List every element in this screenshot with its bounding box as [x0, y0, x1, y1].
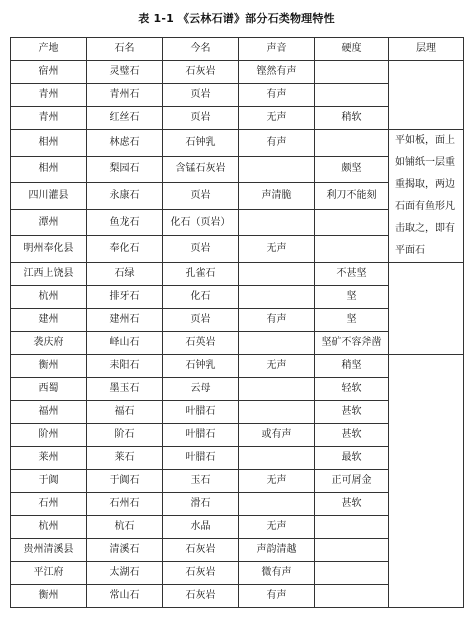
- origin-cell: 青州: [11, 84, 87, 107]
- modern-name-cell: 水晶: [163, 516, 239, 539]
- sound-cell: [239, 378, 315, 401]
- modern-name-cell: 滑石: [163, 493, 239, 516]
- origin-cell: 阶州: [11, 424, 87, 447]
- sound-cell: 有声: [239, 585, 315, 608]
- sound-cell: [239, 447, 315, 470]
- hardness-cell: 稍坚: [315, 355, 389, 378]
- table-body: [11, 61, 464, 608]
- sound-cell: 声韵清越: [239, 539, 315, 562]
- origin-cell: 西蜀: [11, 378, 87, 401]
- origin-cell: 四川灌县: [11, 183, 87, 210]
- stone-name-cell: 石州石: [87, 493, 163, 516]
- sound-cell: 声清脆: [239, 183, 315, 210]
- hardness-cell: 利刀不能刻: [315, 183, 389, 210]
- stratification-note: 平如板，面上如铺纸一层重重揭取，两边石面有鱼形凡击取之，即有平面石: [389, 130, 464, 263]
- stone-name-cell: 林虑石: [87, 130, 163, 157]
- stone-name-cell: 于阗石: [87, 470, 163, 493]
- origin-cell: 石州: [11, 493, 87, 516]
- modern-name-cell: 页岩: [163, 309, 239, 332]
- modern-name-cell: 石灰岩: [163, 562, 239, 585]
- origin-cell: 衡州: [11, 355, 87, 378]
- sound-cell: 无声: [239, 355, 315, 378]
- origin-cell: 袭庆府: [11, 332, 87, 355]
- header-modern-name: 今名: [163, 38, 239, 61]
- stone-name-cell: 奉化石: [87, 236, 163, 263]
- header-hardness: 硬度: [315, 38, 389, 61]
- stone-name-cell: 清溪石: [87, 539, 163, 562]
- hardness-cell: 坚矿不容斧凿: [315, 332, 389, 355]
- sound-cell: [239, 209, 315, 236]
- modern-name-cell: 叶腊石: [163, 447, 239, 470]
- hardness-cell: [315, 84, 389, 107]
- header-stratification: 层理: [389, 38, 464, 61]
- table-row: [11, 61, 464, 84]
- hardness-cell: 甚软: [315, 401, 389, 424]
- sound-cell: [239, 493, 315, 516]
- origin-cell: 青州: [11, 107, 87, 130]
- origin-cell: 杭州: [11, 286, 87, 309]
- modern-name-cell: 孔雀石: [163, 263, 239, 286]
- stone-name-cell: 红丝石: [87, 107, 163, 130]
- stone-name-cell: 灵璧石: [87, 61, 163, 84]
- modern-name-cell: 石英岩: [163, 332, 239, 355]
- sound-cell: 无声: [239, 107, 315, 130]
- origin-cell: 福州: [11, 401, 87, 424]
- hardness-cell: 颇坚: [315, 156, 389, 183]
- stone-name-cell: 鱼龙石: [87, 209, 163, 236]
- hardness-cell: 甚软: [315, 493, 389, 516]
- hardness-cell: 正可屑金: [315, 470, 389, 493]
- modern-name-cell: 石灰岩: [163, 61, 239, 84]
- stratification-blank-bottom: [389, 355, 464, 608]
- sound-cell: 无声: [239, 516, 315, 539]
- header-row: [11, 38, 464, 61]
- stone-name-cell: 杭石: [87, 516, 163, 539]
- stone-name-cell: 耒阳石: [87, 355, 163, 378]
- origin-cell: 于阗: [11, 470, 87, 493]
- stone-name-cell: 阶石: [87, 424, 163, 447]
- modern-name-cell: 石灰岩: [163, 585, 239, 608]
- hardness-cell: 甚软: [315, 424, 389, 447]
- stratification-blank-mid: [389, 263, 464, 355]
- sound-cell: 无声: [239, 236, 315, 263]
- origin-cell: 相州: [11, 156, 87, 183]
- hardness-cell: 稍软: [315, 107, 389, 130]
- origin-cell: 杭州: [11, 516, 87, 539]
- sound-cell: 铿然有声: [239, 61, 315, 84]
- modern-name-cell: 玉石: [163, 470, 239, 493]
- modern-name-cell: 页岩: [163, 107, 239, 130]
- origin-cell: 平江府: [11, 562, 87, 585]
- stone-name-cell: 峄山石: [87, 332, 163, 355]
- stone-name-cell: 常山石: [87, 585, 163, 608]
- header-sound: 声音: [239, 38, 315, 61]
- sound-cell: [239, 401, 315, 424]
- modern-name-cell: 含锰石灰岩: [163, 156, 239, 183]
- hardness-cell: 最软: [315, 447, 389, 470]
- origin-cell: 宿州: [11, 61, 87, 84]
- stone-name-cell: 石绿: [87, 263, 163, 286]
- modern-name-cell: 页岩: [163, 84, 239, 107]
- sound-cell: [239, 263, 315, 286]
- modern-name-cell: 石钟乳: [163, 355, 239, 378]
- origin-cell: 衡州: [11, 585, 87, 608]
- table-row: [11, 355, 464, 378]
- sound-cell: [239, 286, 315, 309]
- sound-cell: 无声: [239, 470, 315, 493]
- header-origin: 产地: [11, 38, 87, 61]
- modern-name-cell: 叶腊石: [163, 401, 239, 424]
- hardness-cell: 不甚坚: [315, 263, 389, 286]
- stone-name-cell: 建州石: [87, 309, 163, 332]
- header-stone-name: 石名: [87, 38, 163, 61]
- sound-cell: [239, 332, 315, 355]
- stone-properties-table: [10, 37, 464, 608]
- modern-name-cell: 石钟乳: [163, 130, 239, 157]
- modern-name-cell: 页岩: [163, 236, 239, 263]
- hardness-cell: [315, 562, 389, 585]
- origin-cell: 江西上饶县: [11, 263, 87, 286]
- modern-name-cell: 页岩: [163, 183, 239, 210]
- stratification-blank-top: [389, 61, 464, 130]
- stone-name-cell: 莱石: [87, 447, 163, 470]
- hardness-cell: [315, 61, 389, 84]
- origin-cell: 潭州: [11, 209, 87, 236]
- hardness-cell: [315, 539, 389, 562]
- stone-name-cell: 青州石: [87, 84, 163, 107]
- hardness-cell: [315, 209, 389, 236]
- table-caption: 表 1-1 《云林石谱》部分石类物理特性: [138, 12, 335, 25]
- sound-cell: [239, 156, 315, 183]
- origin-cell: 贵州清溪县: [11, 539, 87, 562]
- sound-cell: 有声: [239, 309, 315, 332]
- sound-cell: 有声: [239, 84, 315, 107]
- stone-name-cell: 排牙石: [87, 286, 163, 309]
- modern-name-cell: 化石: [163, 286, 239, 309]
- modern-name-cell: 叶腊石: [163, 424, 239, 447]
- origin-cell: 建州: [11, 309, 87, 332]
- origin-cell: 明州奉化县: [11, 236, 87, 263]
- sound-cell: 或有声: [239, 424, 315, 447]
- sound-cell: 有声: [239, 130, 315, 157]
- stone-name-cell: 太湖石: [87, 562, 163, 585]
- hardness-cell: [315, 516, 389, 539]
- hardness-cell: 轻软: [315, 378, 389, 401]
- stone-name-cell: 永康石: [87, 183, 163, 210]
- hardness-cell: [315, 130, 389, 157]
- hardness-cell: [315, 585, 389, 608]
- table-row: [11, 130, 464, 157]
- modern-name-cell: 化石（页岩）: [163, 209, 239, 236]
- modern-name-cell: 云母: [163, 378, 239, 401]
- stone-name-cell: 墨玉石: [87, 378, 163, 401]
- origin-cell: 莱州: [11, 447, 87, 470]
- hardness-cell: 坚: [315, 309, 389, 332]
- hardness-cell: [315, 236, 389, 263]
- table-row: [11, 263, 464, 286]
- origin-cell: 相州: [11, 130, 87, 157]
- stone-name-cell: 梨园石: [87, 156, 163, 183]
- modern-name-cell: 石灰岩: [163, 539, 239, 562]
- sound-cell: 微有声: [239, 562, 315, 585]
- stone-name-cell: 福石: [87, 401, 163, 424]
- hardness-cell: 坚: [315, 286, 389, 309]
